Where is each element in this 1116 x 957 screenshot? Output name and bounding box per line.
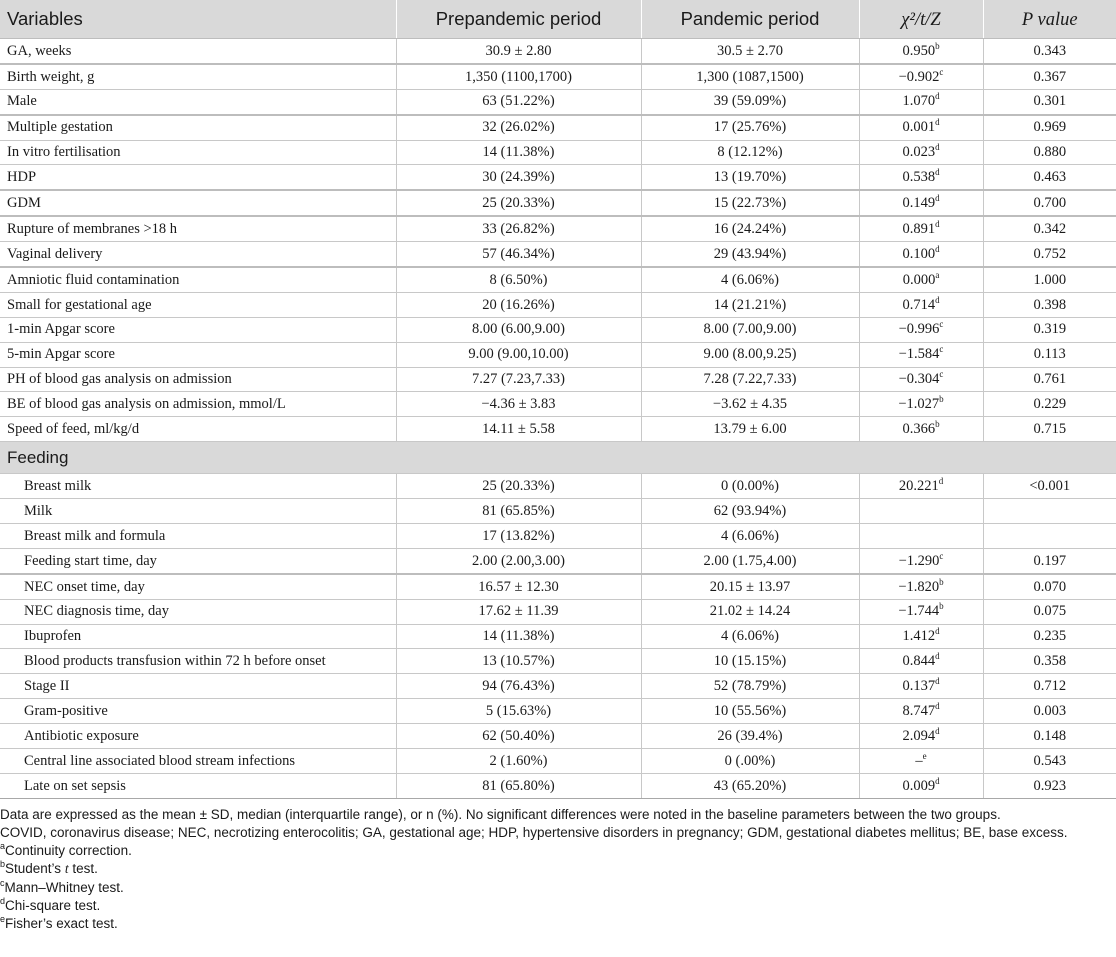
cell-pandemic: 14 (21.21%): [641, 292, 859, 317]
cell-pandemic: 20.15 ± 13.97: [641, 574, 859, 599]
cell-variable: Late on set sepsis: [0, 773, 396, 798]
cell-variable: Blood products transfusion within 72 h before onset: [0, 649, 396, 674]
cell-pandemic: 21.02 ± 14.24: [641, 599, 859, 624]
cell-p-value: 0.113: [983, 342, 1116, 367]
cell-variable: PH of blood gas analysis on admission: [0, 367, 396, 392]
section-label: Feeding: [0, 442, 1116, 474]
cell-prepandemic: 81 (65.80%): [396, 773, 641, 798]
cell-variable: Feeding start time, day: [0, 548, 396, 573]
cell-statistic: 0.137$^d$: [859, 674, 983, 699]
cell-pandemic: 4 (6.06%): [641, 267, 859, 292]
cell-pandemic: 4 (6.06%): [641, 624, 859, 649]
cell-prepandemic: 94 (76.43%): [396, 674, 641, 699]
cell-variable: GDM: [0, 190, 396, 216]
cell-p-value: 0.197: [983, 548, 1116, 573]
cell-prepandemic: −4.36 ± 3.83: [396, 392, 641, 417]
cell-prepandemic: 30.9 ± 2.80: [396, 39, 641, 64]
footnote-main-1: Data are expressed as the mean ± SD, median (interquartile range), or n (%). No significant differences were noted in the baseline parameters between the two groups.: [0, 806, 1001, 822]
table-row: [0, 190, 1116, 216]
header-variables: Variables: [0, 0, 396, 39]
cell-pandemic: 16 (24.24%): [641, 216, 859, 241]
cell-pandemic: −3.62 ± 4.35: [641, 392, 859, 417]
cell-prepandemic: 14 (11.38%): [396, 140, 641, 165]
cell-pandemic: 0 (.00%): [641, 749, 859, 774]
cell-pandemic: 62 (93.94%): [641, 499, 859, 524]
cell-prepandemic: 2.00 (2.00,3.00): [396, 548, 641, 573]
header-row: [0, 0, 1116, 39]
cell-variable: 1-min Apgar score: [0, 317, 396, 342]
table-row: [0, 64, 1116, 89]
cell-prepandemic: 17.62 ± 11.39: [396, 599, 641, 624]
table-row: [0, 392, 1116, 417]
cell-prepandemic: 1,350 (1100,1700): [396, 64, 641, 89]
footnote-a: $^a$Continuity correction.: [0, 841, 132, 859]
cell-variable: Ibuprofen: [0, 624, 396, 649]
cell-variable: GA, weeks: [0, 39, 396, 64]
cell-statistic: −1.744$^b$: [859, 599, 983, 624]
cell-statistic: 8.747$^d$: [859, 699, 983, 724]
cell-statistic: 2.094$^d$: [859, 724, 983, 749]
cell-pandemic: 9.00 (8.00,9.25): [641, 342, 859, 367]
cell-variable: Stage II: [0, 674, 396, 699]
cell-prepandemic: 5 (15.63%): [396, 699, 641, 724]
header-statistic: χ²/t/Z: [859, 0, 983, 39]
cell-p-value: 0.923: [983, 773, 1116, 798]
table-footnotes: [0, 799, 1116, 933]
footnote-d: $^d$Chi-square test.: [0, 895, 101, 913]
table-row: [0, 267, 1116, 292]
cell-statistic: −1.027$^b$: [859, 392, 983, 417]
table-row: [0, 548, 1116, 573]
table-row: [0, 140, 1116, 165]
cell-p-value: 0.715: [983, 417, 1116, 442]
table-row: [0, 524, 1116, 549]
cell-prepandemic: 20 (16.26%): [396, 292, 641, 317]
cell-variable: Antibiotic exposure: [0, 724, 396, 749]
table-row: [0, 417, 1116, 442]
table-body: [0, 39, 1116, 799]
cell-prepandemic: 16.57 ± 12.30: [396, 574, 641, 599]
cell-pandemic: 10 (55.56%): [641, 699, 859, 724]
table-row: [0, 599, 1116, 624]
cell-p-value: 0.070: [983, 574, 1116, 599]
cell-prepandemic: 14 (11.38%): [396, 624, 641, 649]
table-row: [0, 674, 1116, 699]
cell-statistic: 0.366$^b$: [859, 417, 983, 442]
cell-statistic: 1.412$^d$: [859, 624, 983, 649]
footnote-b: $^b$Student’s t test.: [0, 859, 98, 877]
cell-p-value: 0.712: [983, 674, 1116, 699]
table-row: [0, 773, 1116, 798]
table-row: [0, 115, 1116, 140]
cell-prepandemic: 25 (20.33%): [396, 190, 641, 216]
cell-variable: Milk: [0, 499, 396, 524]
cell-p-value: 0.752: [983, 242, 1116, 267]
cell-prepandemic: 8 (6.50%): [396, 267, 641, 292]
table-row: [0, 699, 1116, 724]
cell-variable: Breast milk: [0, 474, 396, 499]
cell-statistic: 20.221$^d$: [859, 474, 983, 499]
cell-statistic: −0.304$^c$: [859, 367, 983, 392]
cell-p-value: 0.543: [983, 749, 1116, 774]
table-row: [0, 342, 1116, 367]
cell-prepandemic: 81 (65.85%): [396, 499, 641, 524]
cell-pandemic: 30.5 ± 2.70: [641, 39, 859, 64]
table-row: [0, 317, 1116, 342]
table-row: [0, 89, 1116, 114]
cell-variable: Small for gestational age: [0, 292, 396, 317]
cell-p-value: 0.148: [983, 724, 1116, 749]
cell-p-value: 0.761: [983, 367, 1116, 392]
table-row: [0, 367, 1116, 392]
cell-pandemic: 0 (0.00%): [641, 474, 859, 499]
cell-p-value: <0.001: [983, 474, 1116, 499]
table-row: [0, 216, 1116, 241]
cell-statistic: 0.844$^d$: [859, 649, 983, 674]
cell-statistic: 0.100$^d$: [859, 242, 983, 267]
header-p-value: P value: [983, 0, 1116, 39]
header-prepandemic: Prepandemic period: [396, 0, 641, 39]
cell-statistic: 1.070$^d$: [859, 89, 983, 114]
cell-variable: Amniotic fluid contamination: [0, 267, 396, 292]
cell-pandemic: 7.28 (7.22,7.33): [641, 367, 859, 392]
cell-statistic: 0.023$^d$: [859, 140, 983, 165]
table-row: [0, 292, 1116, 317]
cell-p-value: 1.000: [983, 267, 1116, 292]
cell-prepandemic: 33 (26.82%): [396, 216, 641, 241]
cell-prepandemic: 30 (24.39%): [396, 165, 641, 190]
cell-p-value: 0.880: [983, 140, 1116, 165]
table-row: [0, 624, 1116, 649]
cell-p-value: 0.319: [983, 317, 1116, 342]
cell-variable: Birth weight, g: [0, 64, 396, 89]
cell-statistic: –$^e$: [859, 749, 983, 774]
cell-p-value: 0.342: [983, 216, 1116, 241]
table-row: [0, 165, 1116, 190]
cell-p-value: 0.003: [983, 699, 1116, 724]
cell-variable: Rupture of membranes >18 h: [0, 216, 396, 241]
cell-statistic: 0.000$^a$: [859, 267, 983, 292]
cell-statistic: −0.996$^c$: [859, 317, 983, 342]
cell-p-value: 0.367: [983, 64, 1116, 89]
cell-p-value: 0.235: [983, 624, 1116, 649]
table-row: [0, 574, 1116, 599]
cell-statistic: 0.009$^d$: [859, 773, 983, 798]
cell-statistic: 0.891$^d$: [859, 216, 983, 241]
cell-pandemic: 17 (25.76%): [641, 115, 859, 140]
cell-pandemic: 1,300 (1087,1500): [641, 64, 859, 89]
table-row: [0, 724, 1116, 749]
cell-statistic: 0.950$^b$: [859, 39, 983, 64]
cell-prepandemic: 8.00 (6.00,9.00): [396, 317, 641, 342]
cell-p-value: 0.343: [983, 39, 1116, 64]
cell-pandemic: 52 (78.79%): [641, 674, 859, 699]
table-row: [0, 474, 1116, 499]
cell-prepandemic: 63 (51.22%): [396, 89, 641, 114]
cell-p-value: 0.398: [983, 292, 1116, 317]
table-row: [0, 749, 1116, 774]
cell-variable: Vaginal delivery: [0, 242, 396, 267]
cell-variable: 5-min Apgar score: [0, 342, 396, 367]
cell-p-value: 0.301: [983, 89, 1116, 114]
cell-statistic: −0.902$^c$: [859, 64, 983, 89]
cell-pandemic: 10 (15.15%): [641, 649, 859, 674]
cell-variable: NEC onset time, day: [0, 574, 396, 599]
cell-variable: Breast milk and formula: [0, 524, 396, 549]
cell-p-value: 0.463: [983, 165, 1116, 190]
cell-p-value: [983, 524, 1116, 549]
cell-pandemic: 43 (65.20%): [641, 773, 859, 798]
table-row: [0, 242, 1116, 267]
cell-prepandemic: 25 (20.33%): [396, 474, 641, 499]
cell-prepandemic: 17 (13.82%): [396, 524, 641, 549]
cell-p-value: 0.229: [983, 392, 1116, 417]
section-row-feeding: [0, 442, 1116, 474]
cell-p-value: 0.700: [983, 190, 1116, 216]
cell-p-value: 0.969: [983, 115, 1116, 140]
cell-pandemic: 8 (12.12%): [641, 140, 859, 165]
cell-statistic: 0.149$^d$: [859, 190, 983, 216]
cell-pandemic: 29 (43.94%): [641, 242, 859, 267]
header-pandemic: Pandemic period: [641, 0, 859, 39]
cell-prepandemic: 7.27 (7.23,7.33): [396, 367, 641, 392]
table-row: [0, 499, 1116, 524]
cell-prepandemic: 13 (10.57%): [396, 649, 641, 674]
cell-pandemic: 4 (6.06%): [641, 524, 859, 549]
cell-variable: Speed of feed, ml/kg/d: [0, 417, 396, 442]
cell-prepandemic: 14.11 ± 5.58: [396, 417, 641, 442]
cell-pandemic: 13 (19.70%): [641, 165, 859, 190]
cell-prepandemic: 32 (26.02%): [396, 115, 641, 140]
cell-statistic: 0.714$^d$: [859, 292, 983, 317]
footnote-c: $^c$Mann–Whitney test.: [0, 877, 124, 895]
cell-pandemic: 2.00 (1.75,4.00): [641, 548, 859, 573]
cell-pandemic: 13.79 ± 6.00: [641, 417, 859, 442]
cell-variable: HDP: [0, 165, 396, 190]
cell-pandemic: 26 (39.4%): [641, 724, 859, 749]
table-row: [0, 39, 1116, 64]
cell-statistic: −1.584$^c$: [859, 342, 983, 367]
footnote-main-2: COVID, coronavirus disease; NEC, necrotizing enterocolitis; GA, gestational age; HDP, hypertensive disorders in pregnancy; GDM, gestational diabetes mellitus; BE, base excess.: [0, 825, 1068, 841]
cell-statistic: −1.820$^b$: [859, 574, 983, 599]
table-row: [0, 649, 1116, 674]
cell-variable: BE of blood gas analysis on admission, mmol/L: [0, 392, 396, 417]
cell-statistic: 0.001$^d$: [859, 115, 983, 140]
cell-p-value: [983, 499, 1116, 524]
cell-variable: Multiple gestation: [0, 115, 396, 140]
cell-pandemic: 15 (22.73%): [641, 190, 859, 216]
cell-variable: NEC diagnosis time, day: [0, 599, 396, 624]
cell-prepandemic: 2 (1.60%): [396, 749, 641, 774]
cell-p-value: 0.358: [983, 649, 1116, 674]
cell-statistic: [859, 524, 983, 549]
cell-prepandemic: 62 (50.40%): [396, 724, 641, 749]
cell-variable: Central line associated blood stream infections: [0, 749, 396, 774]
footnote-e: $^e$Fisher’s exact test.: [0, 914, 118, 932]
cell-prepandemic: 57 (46.34%): [396, 242, 641, 267]
cell-variable: Gram-positive: [0, 699, 396, 724]
cell-statistic: −1.290$^c$: [859, 548, 983, 573]
cell-statistic: 0.538$^d$: [859, 165, 983, 190]
cell-p-value: 0.075: [983, 599, 1116, 624]
cell-prepandemic: 9.00 (9.00,10.00): [396, 342, 641, 367]
cell-pandemic: 39 (59.09%): [641, 89, 859, 114]
cell-pandemic: 8.00 (7.00,9.00): [641, 317, 859, 342]
cell-statistic: [859, 499, 983, 524]
cell-variable: Male: [0, 89, 396, 114]
cell-variable: In vitro fertilisation: [0, 140, 396, 165]
